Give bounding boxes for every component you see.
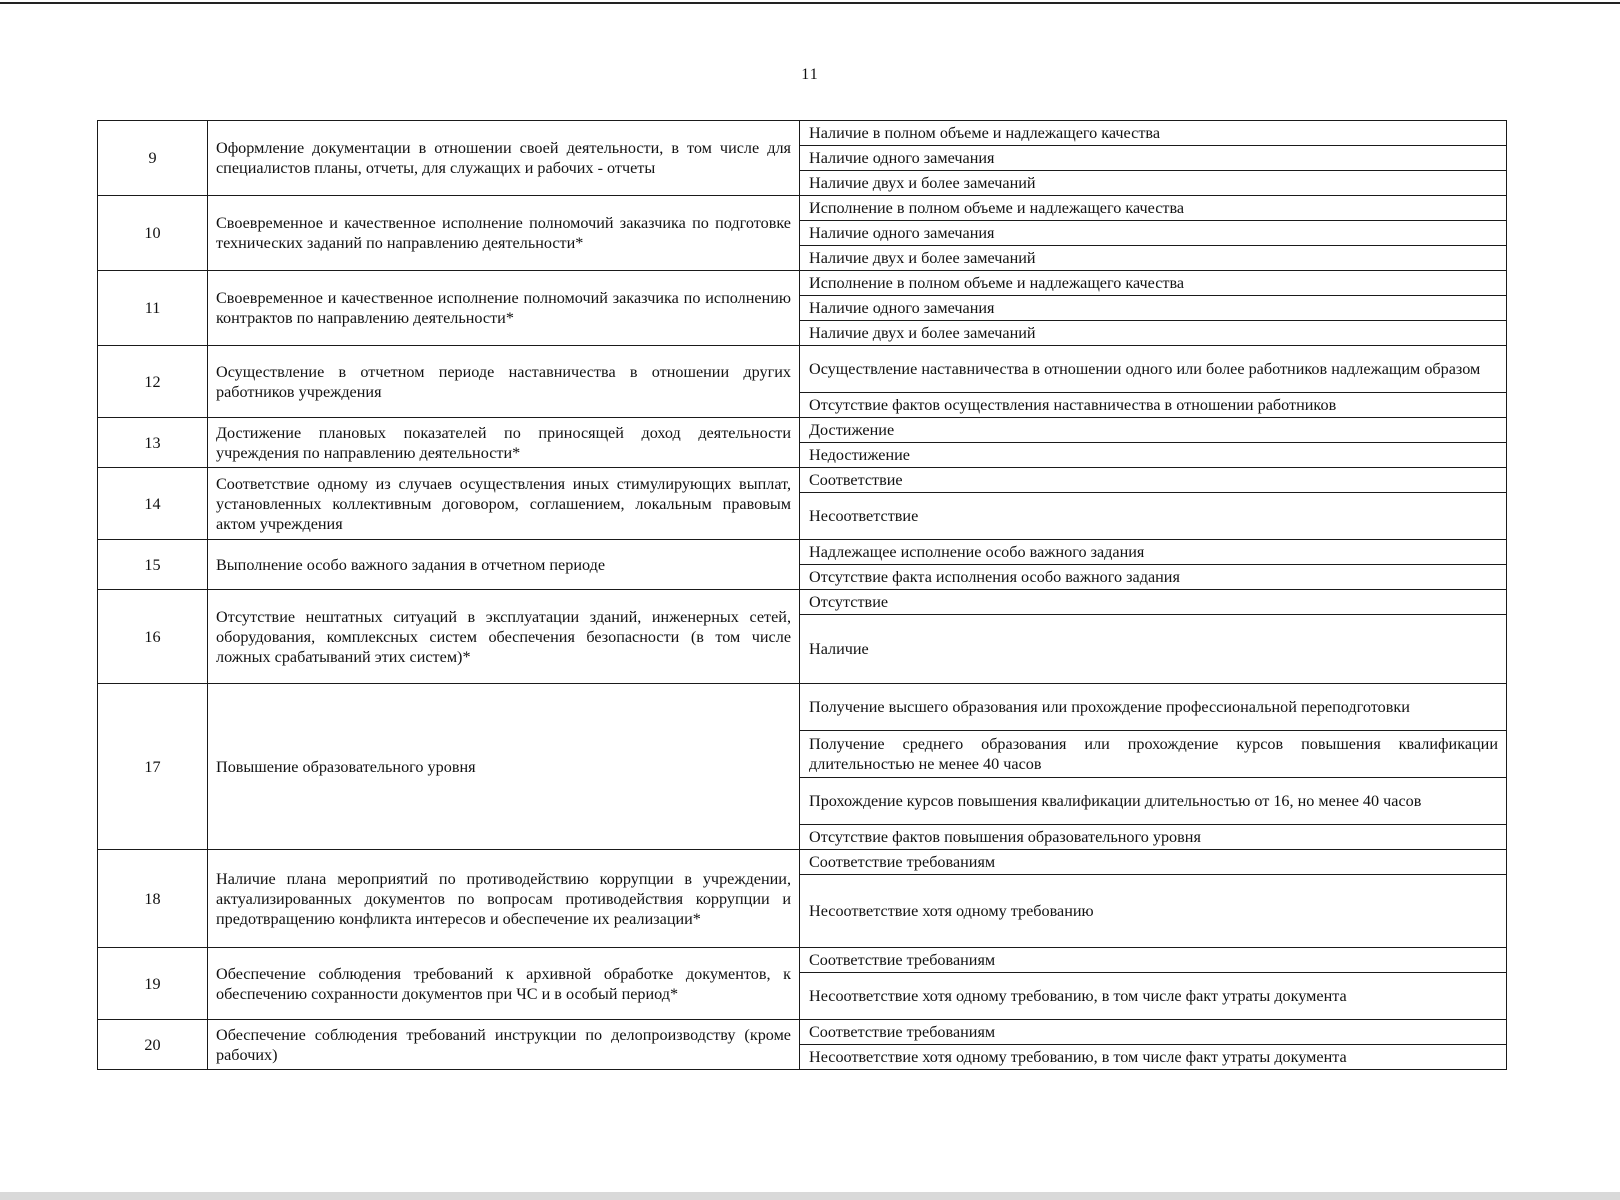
row-number: 17 [98,684,208,850]
result-option: Соответствие [800,468,1506,493]
result-option: Наличие в полном объеме и надлежащего качества [800,121,1506,146]
results-cell [800,468,1507,540]
result-option: Наличие одного замечания [800,146,1506,171]
results-cell [800,418,1507,468]
result-option: Наличие [809,640,869,658]
results-cell [800,1020,1507,1070]
result-option: Наличие двух и более замечаний [809,324,1036,342]
row-number: 12 [98,346,208,418]
row-number: 13 [98,418,208,468]
criterion-cell: Обеспечение соблюдения требований инструкции по делопроизводству (кроме рабочих) [208,1020,800,1070]
row-number: 10 [98,196,208,271]
result-option: Надлежащее исполнение особо важного задания [800,540,1506,565]
result-option: Исполнение в полном объеме и надлежащего качества [800,196,1506,221]
results-cell [800,271,1507,346]
result-option: Несоответствие [809,507,919,525]
criteria-table [97,120,1507,1070]
table-row [98,196,1507,271]
row-number: 9 [98,121,208,196]
criterion-cell: Осуществление в отчетном периоде наставничества в отношении других работников учреждения [208,346,800,418]
result-option: Отсутствие фактов повышения образовательного уровня [809,828,1201,846]
row-number: 19 [98,948,208,1020]
results-cell [800,121,1507,196]
result-option: Наличие двух и более замечаний [809,174,1036,192]
table-row [98,271,1507,346]
result-option: Наличие одного замечания [800,296,1506,321]
result-option: Несоответствие хотя одному требованию, в том числе факт утраты документа [809,1048,1347,1066]
criterion-cell: Оформление документации в отношении своей деятельности, в том числе для специалистов планы, отчеты, для служащих и рабочих - отчеты [208,121,800,196]
result-option: Получение высшего образования или прохождение профессиональной переподготовки [800,684,1506,731]
result-option: Несоответствие хотя одному требованию [809,902,1094,920]
result-option: Несоответствие хотя одному требованию, в том числе факт утраты документа [809,987,1347,1005]
table-row [98,346,1507,418]
row-number: 11 [98,271,208,346]
result-option: Отсутствие [800,590,1506,615]
result-option: Отсутствие фактов осуществления наставничества в отношении работников [809,396,1337,414]
top-rule [0,2,1620,4]
table-row [98,590,1507,684]
table-row [98,540,1507,590]
result-option: Прохождение курсов повышения квалификации длительностью от 16, но менее 40 часов [800,778,1506,825]
table-row [98,418,1507,468]
row-number: 18 [98,850,208,948]
result-option: Получение среднего образования или прохождение курсов повышения квалификации длительностью не менее 40 часов [800,731,1506,778]
result-option: Наличие одного замечания [800,221,1506,246]
row-number: 15 [98,540,208,590]
criterion-cell: Отсутствие нештатных ситуаций в эксплуатации зданий, инженерных сетей, оборудования, комплексных систем обеспечения безопасности (в том числе ложных срабатываний этих систем)* [208,590,800,684]
criterion-cell: Повышение образовательного уровня [208,684,800,850]
result-option: Недостижение [809,446,910,464]
table-row [98,948,1507,1020]
table-row [98,850,1507,948]
table-row [98,468,1507,540]
result-option: Достижение [800,418,1506,443]
result-option: Соответствие требованиям [800,850,1506,875]
criterion-cell: Соответствие одному из случаев осуществления иных стимулирующих выплат, установленных коллективным договором, соглашением, локальным правовым актом учреждения [208,468,800,540]
results-cell [800,540,1507,590]
table-row [98,1020,1507,1070]
criterion-cell: Наличие плана мероприятий по противодействию коррупции в учреждении, актуализированных документов по вопросам противодействия коррупции и предотвращению конфликта интересов и обеспечение их реализации* [208,850,800,948]
results-cell [800,948,1507,1020]
row-number: 16 [98,590,208,684]
criterion-cell: Обеспечение соблюдения требований к архивной обработке документов, к обеспечению сохранности документов при ЧС и в особый период* [208,948,800,1020]
results-cell [800,684,1507,850]
criterion-cell: Своевременное и качественное исполнение полномочий заказчика по исполнению контрактов по направлению деятельности* [208,271,800,346]
page-number: 11 [801,66,819,83]
result-option: Отсутствие факта исполнения особо важного задания [809,568,1180,586]
row-number: 14 [98,468,208,540]
results-cell [800,590,1507,684]
result-option: Соответствие требованиям [800,948,1506,973]
result-option: Соответствие требованиям [800,1020,1506,1045]
result-option: Наличие двух и более замечаний [809,249,1036,267]
criterion-cell: Своевременное и качественное исполнение полномочий заказчика по подготовке технических заданий по направлению деятельности* [208,196,800,271]
result-option: Осуществление наставничества в отношении одного или более работников надлежащим образом [800,346,1506,393]
row-number: 20 [98,1020,208,1070]
results-cell [800,346,1507,418]
result-option: Исполнение в полном объеме и надлежащего качества [800,271,1506,296]
scan-bottom-edge [0,1192,1620,1200]
criterion-cell: Выполнение особо важного задания в отчетном периоде [208,540,800,590]
results-cell [800,850,1507,948]
table-row [98,684,1507,850]
results-cell [800,196,1507,271]
criterion-cell: Достижение плановых показателей по приносящей доход деятельности учреждения по направлению деятельности* [208,418,800,468]
table-row [98,121,1507,196]
